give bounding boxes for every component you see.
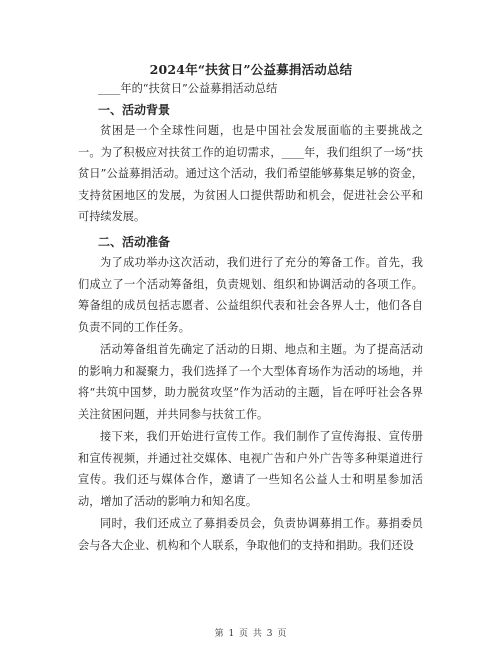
page-footer: 第 1 页 共 3 页 [214,629,288,639]
document-subtitle: ____年的“扶贫日”公益募捐活动总结 [98,82,278,95]
paragraph-preparation-3: 接下来，我们开始进行宣传工作。我们制作了宣传海报、宣传册和宣传视频，并通过社交媒体、电视广告和户外广告等多种渠道进行宣传。我们还与媒体合作，邀请了一些知名公益人士和明星参加活动，增加了活动的影响力和知名度。 [78,430,423,508]
section-heading-preparation: 二、活动准备 [98,235,171,249]
paragraph-background: 贫困是一个全球性问题，也是中国社会发展面临的主要挑战之一。为了积极应对扶贫工作的迫切需求，____年，我们组织了一场“扶贫日”公益募捐活动。通过这个活动，我们希望能够募集足够的资金，支持贫困地区的发展，为贫困人口提供帮助和机会，促进社会公平和可持续发展。 [78,124,423,224]
document-title: 2024年“扶贫日”公益募捐活动总结 [149,62,353,77]
paragraph-preparation-2: 活动筹备组首先确定了活动的日期、地点和主题。为了提高活动的影响力和凝聚力，我们选择了一个大型体育场作为活动的场地，并将“共筑中国梦，助力脱贫攻坚”作为活动的主题，旨在呼吁社会各界关注贫困问题，并共同参与扶贫工作。 [78,343,423,421]
paragraph-preparation-1: 为了成功举办这次活动，我们进行了充分的筹备工作。首先，我们成立了一个活动筹备组，负责规划、组织和协调活动的各项工作。筹备组的成员包括志愿者、公益组织代表和社会各界人士，他们各自负责不同的工作任务。 [78,256,423,334]
section-heading-background: 一、活动背景 [98,103,171,117]
paragraph-preparation-4: 同时，我们还成立了募捐委员会，负责协调募捐工作。募捐委员会与各大企业、机构和个人联系，争取他们的支持和捐助。我们还设 [78,517,423,552]
